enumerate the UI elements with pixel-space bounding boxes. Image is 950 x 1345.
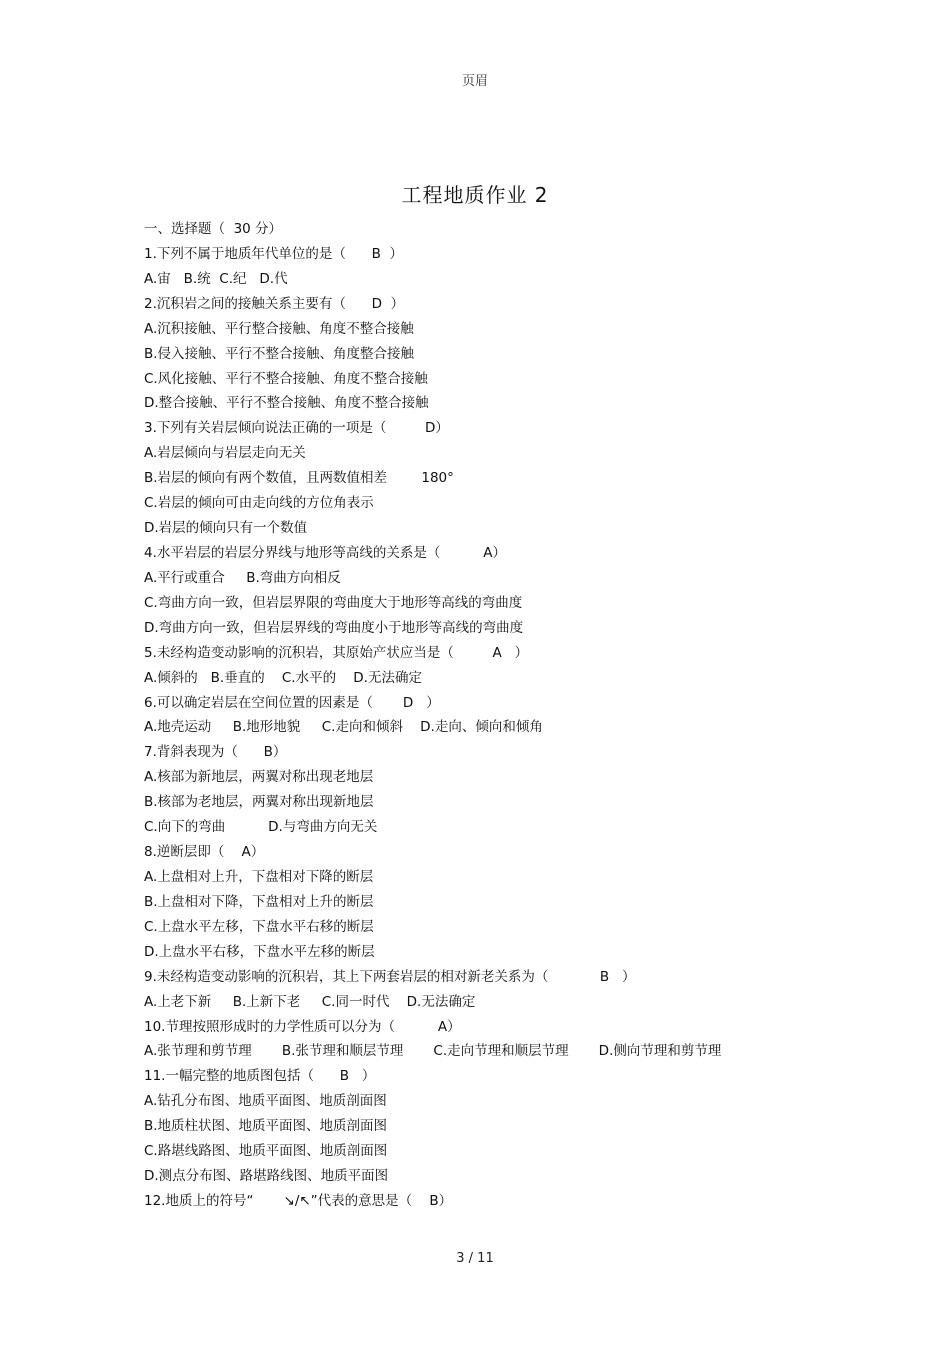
question-4-options-ab: A.平行或重合 B.弯曲方向相反 xyxy=(144,569,341,586)
question-8-option-d: D.上盘水平右移，下盘水平左移的断层 xyxy=(144,943,375,960)
question-5-options: A.倾斜的 B.垂直的 C.水平的 D.无法确定 xyxy=(144,669,422,686)
question-10: 10.节理按照形成时的力学性质可以分为（ A） xyxy=(144,1018,461,1035)
question-11-option-a: A.钻孔分布图、地质平面图、地质剖面图 xyxy=(144,1093,387,1110)
question-3-option-d: D.岩层的倾向只有一个数值 xyxy=(144,520,308,537)
question-7-option-b: B.核部为老地层，两翼对称出现新地层 xyxy=(144,794,374,811)
question-content xyxy=(144,217,844,1214)
question-7-options-cd: C.向下的弯曲 D.与弯曲方向无关 xyxy=(144,819,378,836)
question-3-option-a: A.岩层倾向与岩层走向无关 xyxy=(144,445,306,462)
document-title: 工程地质作业 2 xyxy=(401,183,549,207)
question-3: 3.下列有关岩层倾向说法正确的一项是（ D） xyxy=(144,420,449,437)
question-12: 12.地质上的符号“ ↘/↖”代表的意思是（ B） xyxy=(144,1192,453,1209)
question-2-option-a: A.沉积接触、平行整合接触、角度不整合接触 xyxy=(144,320,414,337)
question-6-options: A.地壳运动 B.地形地貌 C.走向和倾斜 D.走向、倾向和倾角 xyxy=(144,719,543,736)
question-4-option-d: D.弯曲方向一致，但岩层界线的弯曲度小于地形等高线的弯曲度 xyxy=(144,619,524,636)
question-5: 5.未经构造变动影响的沉积岩，其原始产状应当是（ A ） xyxy=(144,644,529,661)
section-heading: 一、选择题（ 30 分） xyxy=(144,221,283,237)
question-8: 8.逆断层即（ A） xyxy=(144,844,265,861)
question-2-option-c: C.风化接触、平行不整合接触、角度不整合接触 xyxy=(144,370,428,387)
question-11-option-d: D.测点分布图、路堪路线图、地质平面图 xyxy=(144,1168,389,1185)
question-9: 9.未经构造变动影响的沉积岩，其上下两套岩层的相对新老关系为（ B ） xyxy=(144,968,636,985)
question-3-option-b: B.岩层的倾向有两个数值，且两数值相差 180° xyxy=(144,470,454,487)
question-7-option-a: A.核部为新地层，两翼对称出现老地层 xyxy=(144,769,374,786)
question-2-option-b: B.侵入接触、平行不整合接触、角度整合接触 xyxy=(144,345,415,362)
page-header: 页眉 xyxy=(461,74,488,89)
question-2-option-d: D.整合接触、平行不整合接触、角度不整合接触 xyxy=(144,395,429,412)
question-4: 4.水平岩层的岩层分界线与地形等高线的关系是（ A） xyxy=(144,544,507,561)
question-6: 6.可以确定岩层在空间位置的因素是（ D ） xyxy=(144,694,440,711)
question-8-option-c: C.上盘水平左移，下盘水平右移的断层 xyxy=(144,918,374,935)
question-1: 1.下列不属于地质年代单位的是（ B ） xyxy=(144,245,403,262)
question-9-options: A.上老下新 B.上新下老 C.同一时代 D.无法确定 xyxy=(144,993,476,1010)
page-number: 3 / 11 xyxy=(456,1251,494,1266)
question-4-option-c: C.弯曲方向一致，但岩层界限的弯曲度大于地形等高线的弯曲度 xyxy=(144,594,523,611)
question-11: 11.一幅完整的地质图包括（ B ） xyxy=(144,1068,376,1085)
question-10-options: A.张节理和剪节理 B.张节理和顺层节理 C.走向节理和顺层节理 D.侧向节理和剪节理 xyxy=(144,1043,722,1060)
question-11-option-b: B.地质柱状图、地质平面图、地质剖面图 xyxy=(144,1118,388,1135)
question-1-options: A.宙 B.统 C.纪 D.代 xyxy=(144,270,288,287)
question-7: 7.背斜表现为（ B） xyxy=(144,744,287,761)
question-3-option-c: C.岩层的倾向可由走向线的方位角表示 xyxy=(144,495,374,512)
question-8-option-b: B.上盘相对下降，下盘相对上升的断层 xyxy=(144,893,374,910)
question-2: 2.沉积岩之间的接触关系主要有（ D ） xyxy=(144,295,405,312)
question-8-option-a: A.上盘相对上升，下盘相对下降的断层 xyxy=(144,868,374,885)
question-11-option-c: C.路堪线路图、地质平面图、地质剖面图 xyxy=(144,1143,388,1160)
